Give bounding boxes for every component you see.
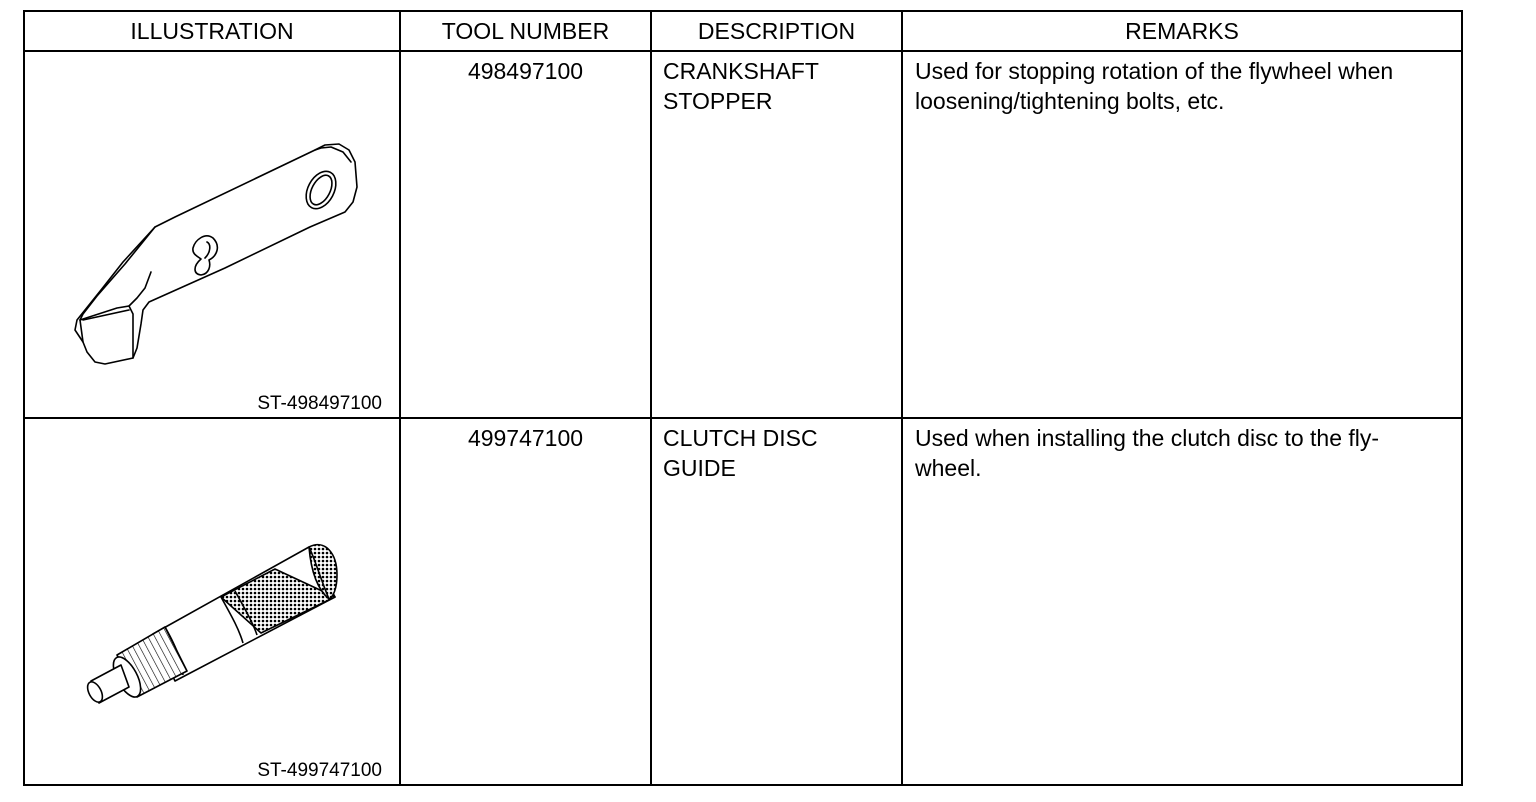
remarks-line: Used for stopping rotation of the flywheel when — [915, 58, 1394, 84]
remarks-line: loosening/tightening bolts, etc. — [915, 88, 1225, 114]
description-line: CRANKSHAFT — [663, 58, 819, 84]
tool-number-cell: 498497100 — [400, 51, 651, 418]
description-line: CLUTCH DISC — [663, 425, 818, 451]
description-cell — [651, 51, 902, 418]
description-cell — [651, 418, 902, 785]
clutch-disc-guide-drawing — [25, 419, 401, 784]
header-row — [24, 11, 1462, 51]
header-illustration: ILLUSTRATION — [24, 11, 400, 51]
header-tool-number: TOOL NUMBER — [400, 11, 651, 51]
table-row — [24, 418, 1462, 785]
special-tools-table — [23, 10, 1463, 786]
remarks-cell — [902, 51, 1462, 418]
illustration-code: ST-498497100 — [257, 393, 382, 414]
remarks-line: wheel. — [915, 455, 982, 481]
remarks-cell — [902, 418, 1462, 785]
illustration-cell — [24, 51, 400, 418]
header-description: DESCRIPTION — [651, 11, 902, 51]
header-remarks: REMARKS — [902, 11, 1462, 51]
crankshaft-stopper-drawing — [25, 52, 401, 417]
illustration-code: ST-499747100 — [257, 760, 382, 781]
table-row — [24, 51, 1462, 418]
description-line: STOPPER — [663, 88, 773, 114]
tool-number-cell: 499747100 — [400, 418, 651, 785]
illustration-cell — [24, 418, 400, 785]
description-line: GUIDE — [663, 455, 736, 481]
remarks-line: Used when installing the clutch disc to the fly- — [915, 425, 1380, 451]
